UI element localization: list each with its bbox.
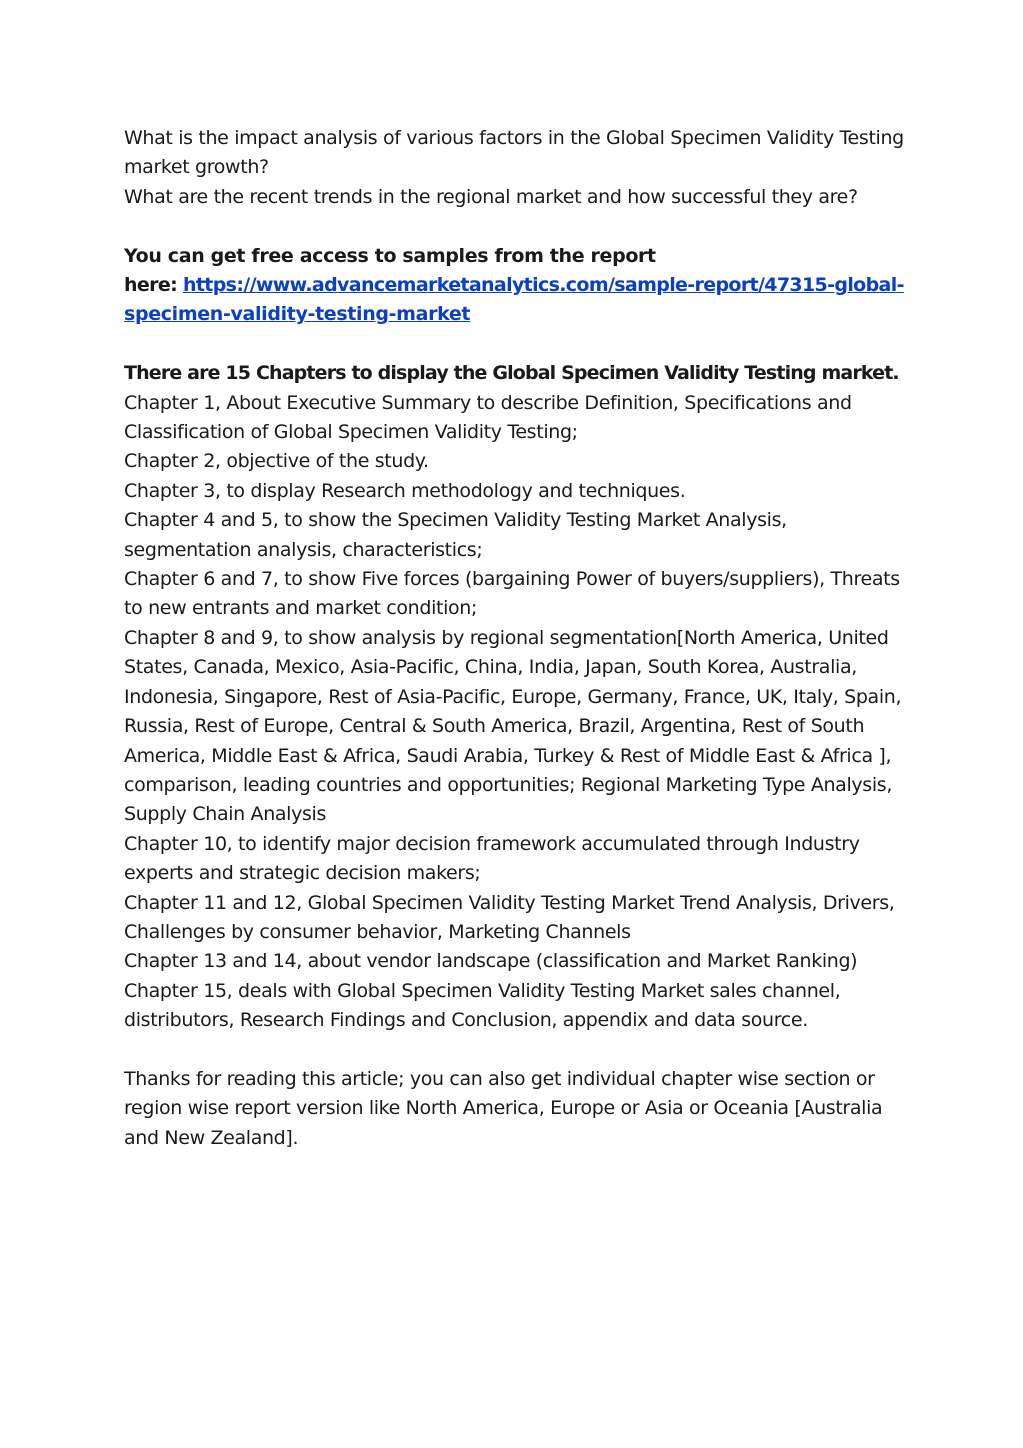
chapter-line: Chapter 3, to display Research methodology and techniques. — [124, 479, 686, 502]
closing-line: region wise report version like North America, Europe or Asia or Oceania [Australia — [124, 1097, 883, 1120]
sample-prefix-text: here: — [124, 274, 183, 297]
chapter-line: distributors, Research Findings and Conclusion, appendix and data source. — [124, 1009, 808, 1032]
sample-report-link[interactable]: https://www.advancemarketanalytics.com/sample-report/47315-global- — [182, 274, 904, 297]
chapter-line: Classification of Global Specimen Validity Testing; — [124, 421, 578, 444]
closing-line: Thanks for reading this article; you can also get individual chapter wise section or — [124, 1067, 875, 1090]
chapter-line: Chapter 6 and 7, to show Five forces (bargaining Power of buyers/suppliers), Threats — [124, 568, 900, 591]
closing-line: and New Zealand]. — [124, 1126, 299, 1149]
chapter-line: Chapter 13 and 14, about vendor landscape (classification and Market Ranking) — [124, 950, 858, 973]
sample-intro-text: You can get free access to samples from the report — [124, 244, 656, 267]
document-body — [124, 124, 904, 1153]
chapter-line: Russia, Rest of Europe, Central & South America, Brazil, Argentina, Rest of South — [124, 715, 865, 738]
chapter-line: experts and strategic decision makers; — [124, 862, 481, 885]
question-line: What is the impact analysis of various factors in the Global Specimen Validity Testing — [124, 127, 904, 149]
chapter-line: Indonesia, Singapore, Rest of Asia-Pacific, Europe, Germany, France, UK, Italy, Spain, — [124, 685, 902, 708]
chapter-line: Chapter 11 and 12, Global Specimen Validity Testing Market Trend Analysis, Drivers, — [124, 891, 895, 914]
chapter-line: Chapter 2, objective of the study. — [124, 450, 429, 473]
chapter-line: America, Middle East & Africa, Saudi Arabia, Turkey & Rest of Middle East & Africa ], — [124, 744, 892, 767]
paragraph-spacer — [124, 1036, 904, 1065]
chapters-heading: There are 15 Chapters to display the Global Specimen Validity Testing market. — [124, 362, 899, 385]
sample-paragraph — [124, 242, 904, 330]
questions-paragraph — [124, 124, 904, 212]
chapter-line: Chapter 8 and 9, to show analysis by regional segmentation[North America, United — [124, 626, 889, 649]
question-line: market growth? — [124, 156, 269, 179]
chapter-line: Chapter 10, to identify major decision framework accumulated through Industry — [124, 832, 860, 855]
chapter-line: comparison, leading countries and opportunities; Regional Marketing Type Analysis, — [124, 773, 893, 796]
chapter-line: Chapter 15, deals with Global Specimen Validity Testing Market sales channel, — [124, 979, 841, 1002]
paragraph-spacer — [124, 330, 904, 359]
sample-link-line — [124, 271, 904, 300]
paragraph-spacer — [124, 212, 904, 241]
chapter-line: Chapter 4 and 5, to show the Specimen Validity Testing Market Analysis, — [124, 509, 787, 532]
chapters-paragraph — [124, 359, 904, 1035]
chapter-line: to new entrants and market condition; — [124, 597, 478, 620]
chapter-line: States, Canada, Mexico, Asia-Pacific, China, India, Japan, South Korea, Australia, — [124, 656, 857, 679]
sample-report-link-continued[interactable]: specimen-validity-testing-market — [124, 303, 471, 326]
chapter-line: Challenges by consumer behavior, Marketing Channels — [124, 920, 631, 943]
sample-link-line — [124, 300, 904, 329]
chapter-line: segmentation analysis, characteristics; — [124, 538, 483, 561]
chapter-line: Chapter 1, About Executive Summary to describe Definition, Specifications and — [124, 391, 852, 414]
question-line: What are the recent trends in the regional market and how successful they are? — [124, 185, 858, 208]
chapter-line: Supply Chain Analysis — [124, 803, 327, 826]
closing-paragraph — [124, 1065, 904, 1153]
